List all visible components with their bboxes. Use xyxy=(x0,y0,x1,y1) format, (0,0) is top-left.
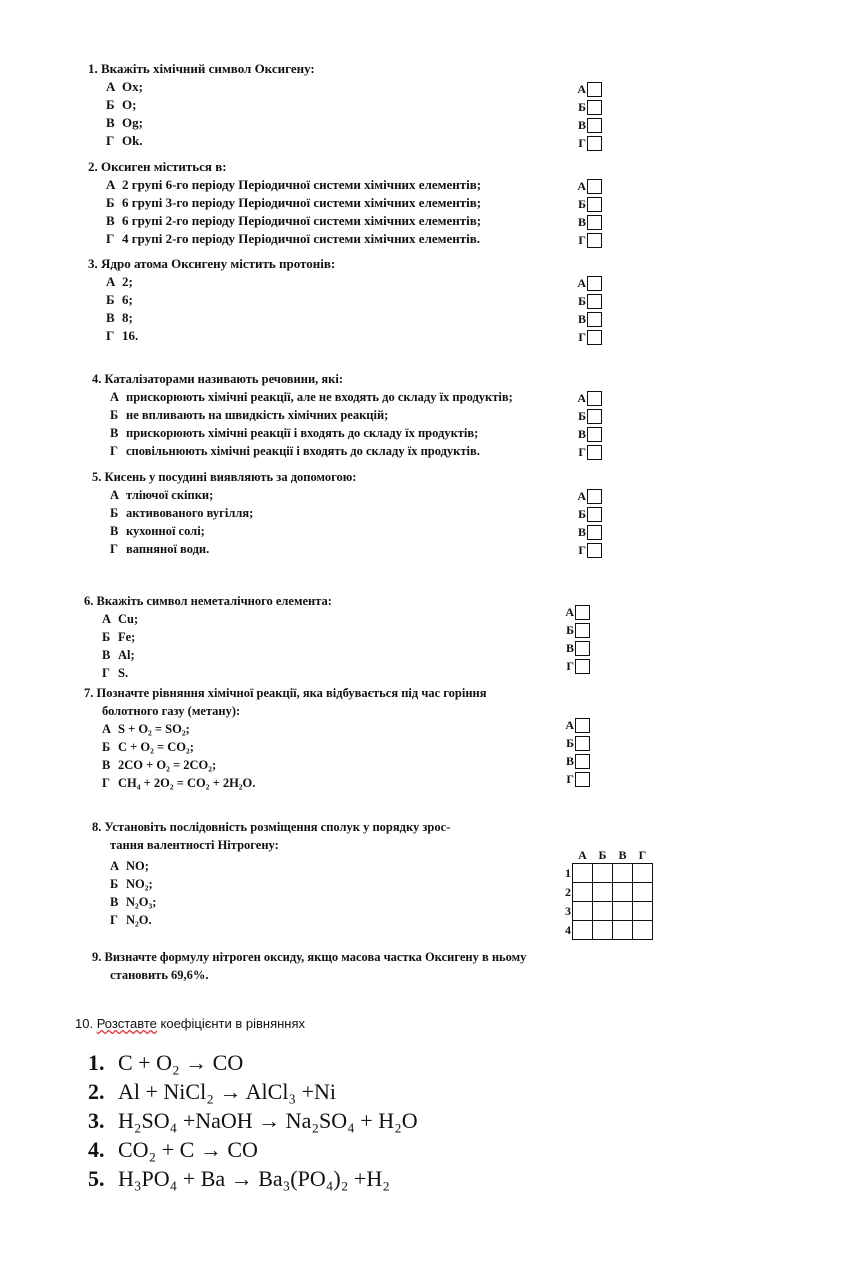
question-stem: 1. Вкажіть хімічний символ Оксигену: xyxy=(88,61,315,76)
task-10-heading xyxy=(75,1016,305,1031)
question-8 xyxy=(92,818,450,929)
answer-boxes-6: А Б В Г xyxy=(562,603,590,675)
grid-cell[interactable] xyxy=(593,864,613,883)
grid-cell[interactable] xyxy=(613,902,633,921)
answer-checkbox[interactable] xyxy=(587,276,602,291)
answer-checkbox[interactable] xyxy=(587,294,602,309)
option: Г S. xyxy=(102,666,129,680)
task-text: коефіцієнти в рівняннях xyxy=(156,1016,306,1031)
answer-checkbox[interactable] xyxy=(587,82,602,97)
option: Б активованого вугілля; xyxy=(110,506,254,520)
option: В N₂O₃; xyxy=(110,895,157,909)
option: Г N₂O. xyxy=(110,913,152,927)
option: А Cu; xyxy=(102,612,139,626)
answer-checkbox[interactable] xyxy=(575,641,590,656)
equation-text: CO₂ + C → CO xyxy=(118,1137,258,1162)
question-stem: 9. Визначте формулу нітроген оксиду, якщо масова частка Оксигену в ньому xyxy=(92,950,527,964)
grid-row-number: 2 xyxy=(565,884,571,899)
option: А 2; xyxy=(106,274,133,289)
answer-checkbox[interactable] xyxy=(575,718,590,733)
answer-checkbox[interactable] xyxy=(587,507,602,522)
option: А NO; xyxy=(110,859,149,873)
question-stem: 2. Оксиген міститься в: xyxy=(88,159,227,174)
option: А Ox; xyxy=(106,79,143,94)
answer-boxes-3: А Б В Г xyxy=(574,274,602,346)
answer-checkbox[interactable] xyxy=(575,754,590,769)
question-5 xyxy=(92,468,356,558)
option: В Og; xyxy=(106,115,143,130)
equation: 3. H₂SO₄ +NaOH → Na₂SO₄ + H₂O xyxy=(88,1108,418,1133)
question-stem: 5. Кисень у посудині виявляють за допомогою: xyxy=(92,470,357,484)
question-6 xyxy=(84,592,332,682)
grid-cell[interactable] xyxy=(613,864,633,883)
answer-checkbox[interactable] xyxy=(587,233,602,248)
answer-checkbox[interactable] xyxy=(587,543,602,558)
grid-col-header: А xyxy=(578,848,587,862)
question-stem-continued: тання валентності Нітрогену: xyxy=(110,838,279,852)
question-stem-continued: болотного газу (метану): xyxy=(102,704,241,718)
option: Б не впливають на швидкість хімічних реакцій; xyxy=(110,408,389,422)
answer-checkbox[interactable] xyxy=(587,100,602,115)
question-stem-continued: становить 69,6%. xyxy=(110,968,209,982)
grid-cell[interactable] xyxy=(593,883,613,902)
answer-checkbox[interactable] xyxy=(587,136,602,151)
answer-checkbox[interactable] xyxy=(587,489,602,504)
option: Б Fe; xyxy=(102,630,136,644)
grid-row-number: 4 xyxy=(565,922,571,937)
question-7 xyxy=(84,684,487,792)
option: А 2 групі 6-го періоду Періодичної системи хімічних елементів; xyxy=(106,177,482,192)
option: Б NO₂; xyxy=(110,877,153,891)
grid-cell[interactable] xyxy=(573,921,593,940)
question-stem: 4. Каталізаторами називають речовини, які: xyxy=(92,372,344,386)
option: Г Ok. xyxy=(106,133,143,148)
option: Г 16. xyxy=(106,328,139,343)
answer-checkbox[interactable] xyxy=(575,772,590,787)
question-stem: 3. Ядро атома Оксигену містить протонів: xyxy=(88,256,336,271)
option: Г сповільнюють хімічні реакції і входять до складу їх продуктів. xyxy=(110,444,480,458)
answer-boxes-5: А Б В Г xyxy=(574,487,602,559)
task-number: 10. xyxy=(75,1016,94,1031)
answer-checkbox[interactable] xyxy=(587,391,602,406)
equation-text: H₂SO₄ +NaOH → Na₂SO₄ + H₂O xyxy=(118,1108,418,1133)
equation: 2. Al + NiCl₂ → AlCl₃ +Ni xyxy=(88,1079,337,1104)
question-4 xyxy=(92,370,513,460)
equation-list xyxy=(88,1048,418,1193)
grid-cell[interactable] xyxy=(613,883,633,902)
answer-checkbox[interactable] xyxy=(575,736,590,751)
grid-cell[interactable] xyxy=(633,864,653,883)
option: В 6 групі 2-го періоду Періодичної системи хімічних елементів; xyxy=(106,213,482,228)
answer-checkbox[interactable] xyxy=(587,330,602,345)
grid-cell[interactable] xyxy=(593,921,613,940)
option: Б C + O₂ = CO₂; xyxy=(102,740,194,754)
option: В кухонної солі; xyxy=(110,524,205,538)
question-1 xyxy=(88,60,315,150)
option: Г CH₄ + 2O₂ = CO₂ + 2H₂O. xyxy=(102,776,256,790)
answer-boxes-2: А Б В Г xyxy=(574,177,602,249)
answer-checkbox[interactable] xyxy=(575,623,590,638)
question-stem: 7. Позначте рівняння хімічної реакції, яка відбувається під час горіння xyxy=(84,686,487,700)
option: Б 6 групі 3-го періоду Періодичної системи хімічних елементів; xyxy=(106,195,482,210)
answer-grid-8 xyxy=(560,848,653,940)
question-stem: 6. Вкажіть символ неметалічного елемента: xyxy=(84,594,332,608)
option: А тліючої скіпки; xyxy=(110,488,214,502)
answer-checkbox[interactable] xyxy=(575,659,590,674)
option: В Al; xyxy=(102,648,135,662)
answer-checkbox[interactable] xyxy=(575,605,590,620)
grid-col-header: Б xyxy=(598,848,607,862)
question-3 xyxy=(88,255,335,345)
answer-checkbox[interactable] xyxy=(587,409,602,424)
equation-text: Al + NiCl₂ → AlCl₃ +Ni xyxy=(118,1079,337,1104)
grid-col-header: Г xyxy=(638,848,647,862)
answer-boxes-7: А Б В Г xyxy=(562,716,590,788)
option: Г вапняної води. xyxy=(110,542,210,556)
answer-checkbox[interactable] xyxy=(587,445,602,460)
equation: 5. H₃PO₄ + Ba → Ba₃(PO₄)₂ +H₂ xyxy=(88,1166,390,1191)
option: В 8; xyxy=(106,310,133,325)
answer-checkbox[interactable] xyxy=(587,525,602,540)
option: Г 4 групі 2-го періоду Періодичної системи хімічних елементів. xyxy=(106,231,481,246)
option: В 2CO + O₂ = 2CO₂; xyxy=(102,758,217,772)
answer-checkbox[interactable] xyxy=(587,179,602,194)
answer-boxes-1: А Б В Г xyxy=(574,80,602,152)
task-word-spellcheck: Розставте xyxy=(96,1016,157,1031)
answer-checkbox[interactable] xyxy=(587,427,602,442)
grid-cell[interactable] xyxy=(573,902,593,921)
equation-text: C + O₂ → CO xyxy=(118,1050,244,1075)
grid-col-header: В xyxy=(618,848,627,862)
question-stem: 8. Установіть послідовність розміщення сполук у порядку зрос- xyxy=(92,820,451,834)
grid-cell[interactable] xyxy=(613,921,633,940)
question-2 xyxy=(88,158,481,248)
option: Б O; xyxy=(106,97,137,112)
equation: 1. C + O₂ → CO xyxy=(88,1050,244,1075)
option: А прискорюють хімічні реакції, але не входять до складу їх продуктів; xyxy=(110,390,513,404)
option: В прискорюють хімічні реакції і входять до складу їх продуктів; xyxy=(110,426,479,440)
equation: 4. CO₂ + C → CO xyxy=(88,1137,258,1162)
answer-boxes-4: А Б В Г xyxy=(574,389,602,461)
grid-cell[interactable] xyxy=(633,902,653,921)
option: Б 6; xyxy=(106,292,133,307)
grid-row-number: 3 xyxy=(565,903,571,918)
grid-cell[interactable] xyxy=(573,883,593,902)
grid-cell[interactable] xyxy=(593,902,613,921)
grid-cell[interactable] xyxy=(633,883,653,902)
question-9 xyxy=(92,948,526,984)
grid-cell[interactable] xyxy=(633,921,653,940)
grid-cell[interactable] xyxy=(573,864,593,883)
answer-checkbox[interactable] xyxy=(587,312,602,327)
grid-row-number: 1 xyxy=(565,865,571,880)
option: А S + O₂ = SO₂; xyxy=(102,722,190,736)
equation-text: H₃PO₄ + Ba → Ba₃(PO₄)₂ +H₂ xyxy=(118,1166,390,1191)
answer-checkbox[interactable] xyxy=(587,118,602,133)
answer-checkbox[interactable] xyxy=(587,215,602,230)
answer-checkbox[interactable] xyxy=(587,197,602,212)
